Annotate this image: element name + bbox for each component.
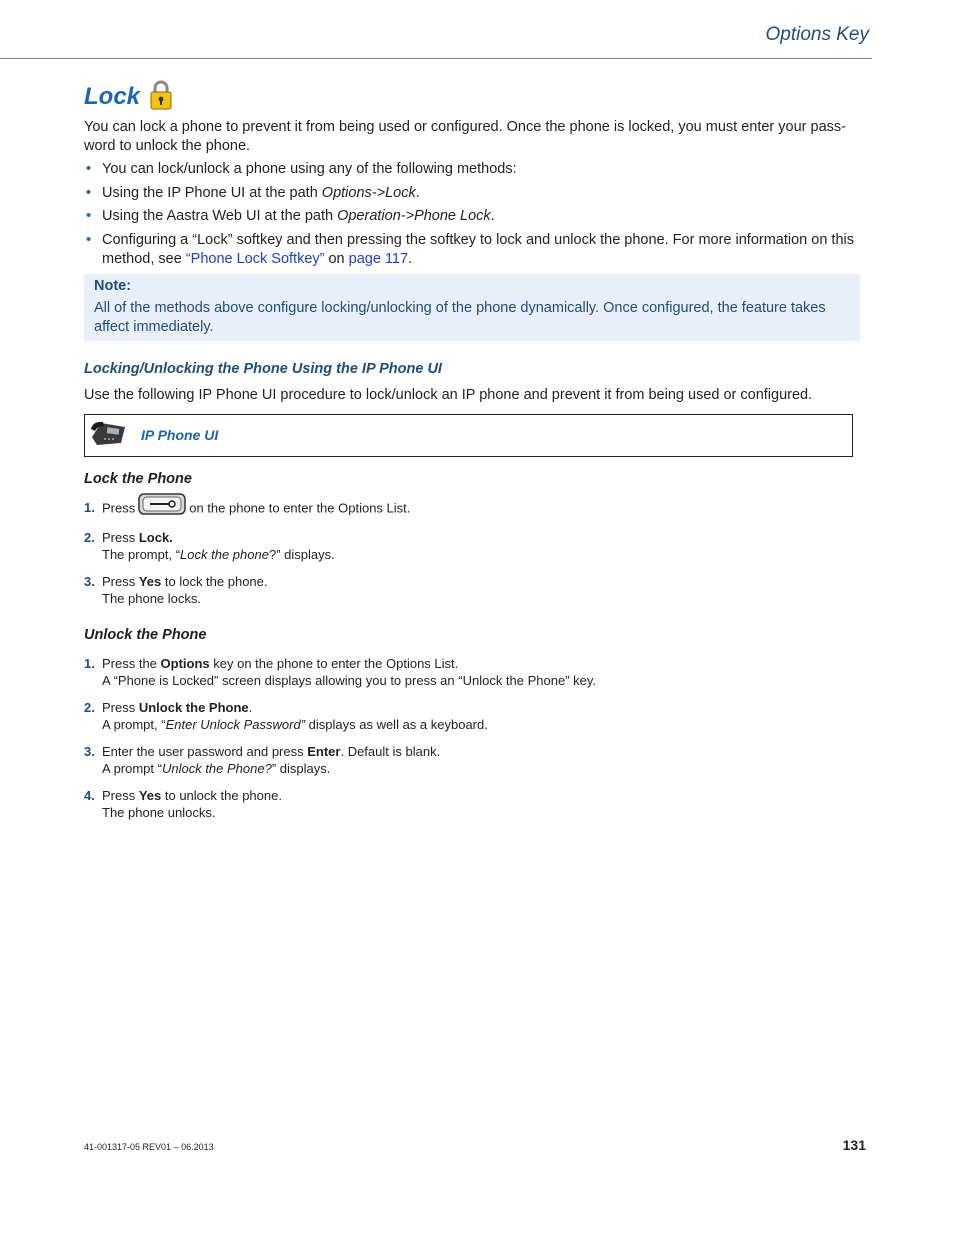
ip-phone-ui-box [84,414,853,457]
step-item: 3. Press Yes to lock the phone. The phone locks. [84,573,268,606]
step-item: 1. Press on the phone to enter the Options List. [84,499,870,519]
header-rule [0,58,872,59]
subsection-heading: Locking/Unlocking the Phone Using the IP Phone UI [84,360,442,377]
list-item: • You can lock/unlock a phone using any of the following methods: [86,161,517,177]
options-key-icon [138,493,186,519]
list-item: • Using the Aastra Web UI at the path Operation->Phone Lock. [86,208,495,225]
unlock-steps [84,655,870,821]
page-content [84,80,870,831]
section-title: Lock [84,83,141,110]
unlock-procedure-title: Unlock the Phone [84,626,207,643]
section-heading [84,80,870,114]
ip-phone-ui-label: IP Phone UI [141,427,219,444]
running-header: Options Key [765,24,869,45]
step-item: 4. Press Yes to unlock the phone. The phone unlocks. [84,787,282,820]
list-item: • Using the IP Phone UI at the path Options->Lock. [86,184,420,201]
step-item: 3. Enter the user password and press Enter. Default is blank. A prompt “Unlock the Phone?” displays. [84,743,441,776]
lock-procedure-title: Lock the Phone [84,470,192,487]
page-number: 131 [842,1137,866,1153]
note-box [84,274,860,341]
lock-icon [150,79,172,116]
step-item: 2. Press Unlock the Phone. A prompt, “Enter Unlock Password” displays as well as a keyboard. [84,699,488,732]
list-item: • Configuring a “Lock” softkey and then pressing the softkey to lock and unlock the phone. For more information on this method, see “Phone Lock Softkey” on page 117. [86,231,854,267]
page-117-link[interactable]: page 117 [348,250,409,267]
step-item: 2. Press Lock. The prompt, “Lock the phone?” displays. [84,529,335,562]
note-text: All of the methods above configure locking/unlocking of the phone dynamically. Once configured, the feature takes affect immediately. [94,299,826,335]
footer-doc-id: 41-001317-05 REV01 – 06.2013 [84,1142,214,1152]
ip-phone-icon [89,419,129,452]
phone-lock-softkey-link[interactable]: “Phone Lock Softkey” [185,250,325,267]
note-title: Note: [94,277,132,294]
method-list [84,160,870,269]
procedure-intro: Use the following IP Phone UI procedure to lock/unlock an IP phone and prevent it from being used or configured. [84,386,813,403]
lock-steps [84,499,870,607]
step-item: 1. Press the Options key on the phone to enter the Options List. A “Phone is Locked” screen displays allowing you to press an “Unlock the Phone” key. [84,655,597,688]
intro-paragraph: You can lock a phone to prevent it from being used or configured. Once the phone is locked, you must enter your pass-word to unlock the phone. [84,119,846,154]
